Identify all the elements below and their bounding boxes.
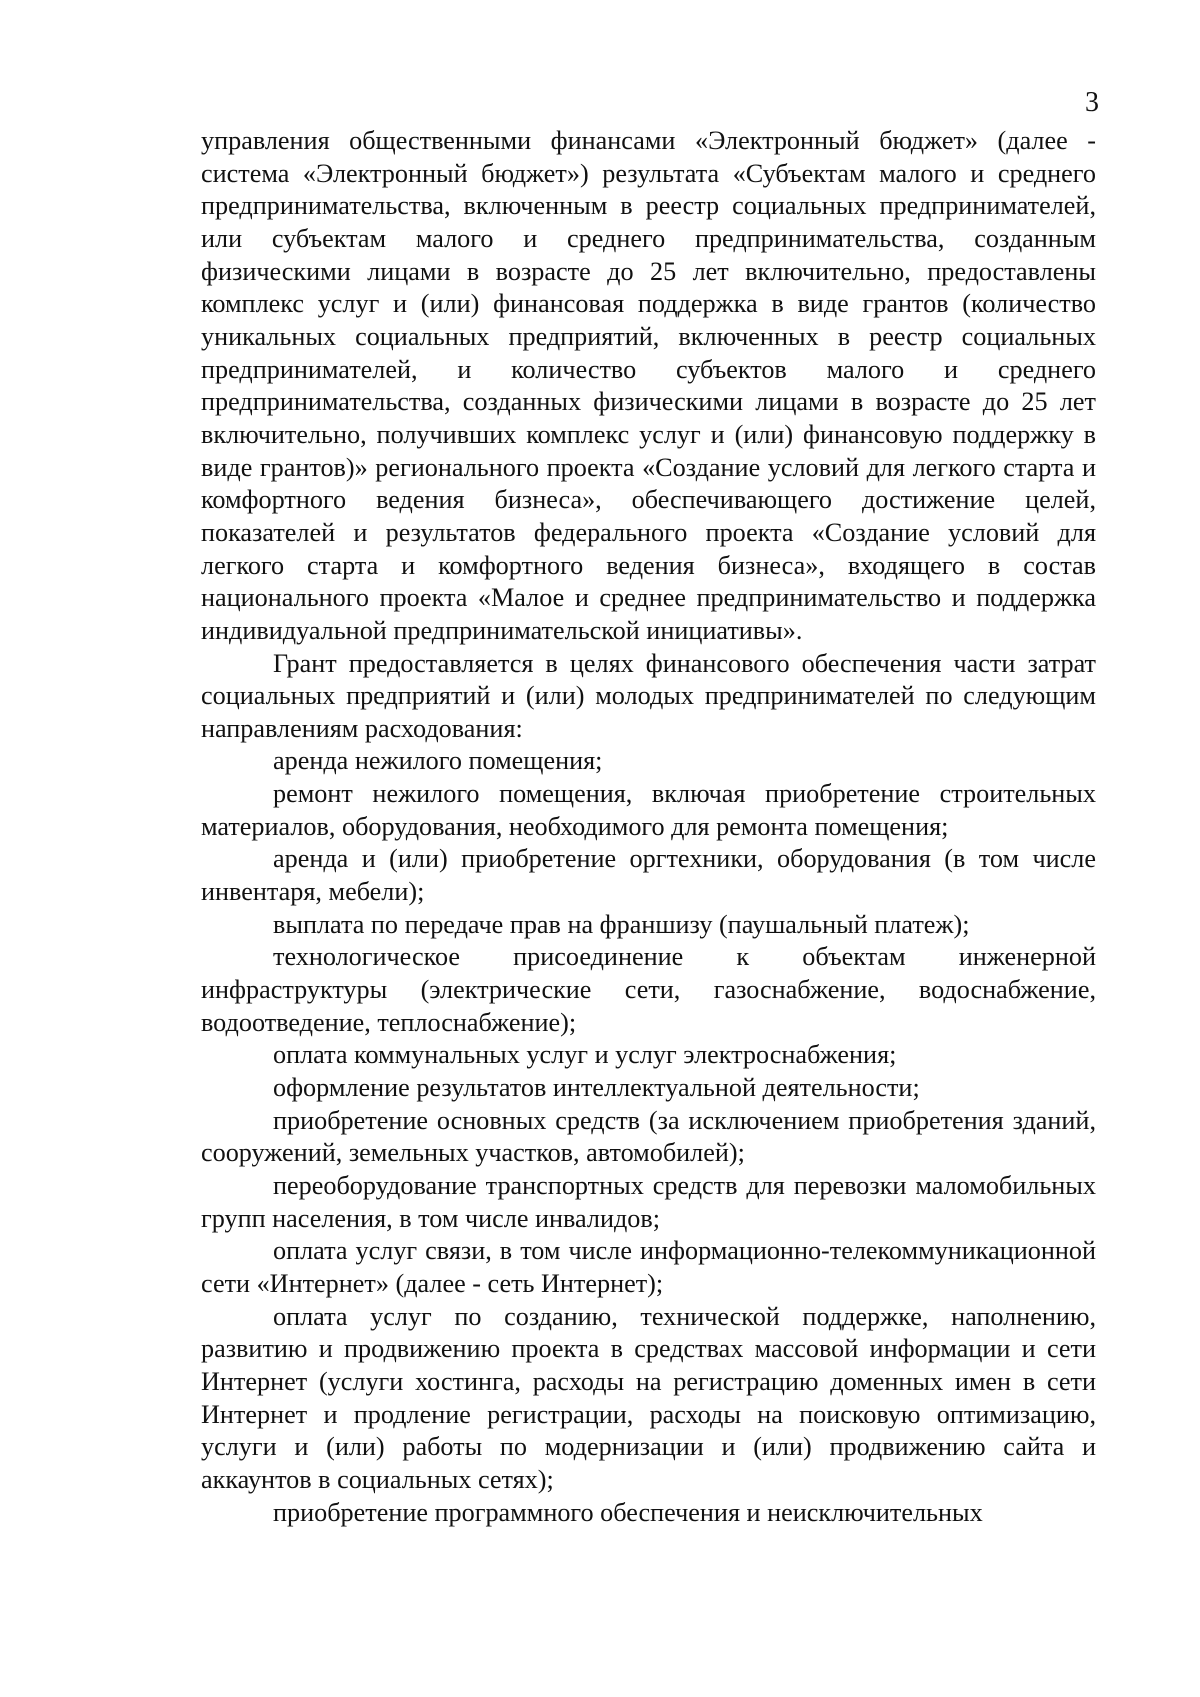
list-item: приобретение программного обеспечения и неисключительных: [273, 1497, 983, 1527]
list-item: оформление результатов интеллектуальной деятельности;: [273, 1073, 920, 1103]
list-item: оплата услуг связи, в том числе информационно-телекоммуникационной сети «Интернет» (далее - сеть Интернет);: [201, 1236, 1096, 1298]
list-item: выплата по передаче прав на франшизу (паушальный платеж);: [273, 909, 970, 939]
list-item: аренда нежилого помещения;: [273, 746, 603, 776]
paragraph-continuation: управления общественными финансами «Электронный бюджет» (далее - система «Электронный бюджет») результата «Субъектам малого и среднего предпринимательства, включенным в реестр социальных предпринимателей, или субъектам малого и среднего предпринимательства, созданным физическими лицами в возрасте до 25 лет включительно, предоставлены комплекс услуг и (или) финансовая поддержка в виде грантов (количество уникальных социальных предприятий, включенных в реестр социальных предпринимателей, и количество субъектов малого и среднего предпринимательства, созданных физическими лицами в возрасте до 25 лет включительно, получивших комплекс услуг и (или) финансовую поддержку в виде грантов)» регионального проекта «Создание условий для легкого старта и комфортного ведения бизнеса», обеспечивающего достижение целей, показателей и результатов федерального проекта «Создание условий для легкого старта и комфортного ведения бизнеса», входящего в состав национального проекта «Малое и среднее предпринимательство и поддержка индивидуальной предпринимательской инициативы».: [201, 126, 1096, 645]
document-body: [201, 125, 1096, 1529]
list-item: технологическое присоединение к объектам инженерной инфраструктуры (электрические сети, газоснабжение, водоснабжение, водоотведение, теплоснабжение);: [201, 942, 1096, 1037]
list-item: приобретение основных средств (за исключением приобретения зданий, сооружений, земельных участков, автомобилей);: [201, 1105, 1096, 1168]
page-number: 3: [1085, 87, 1099, 118]
paragraph-grant-purpose: Грант предоставляется в целях финансового обеспечения части затрат социальных предприятий и (или) молодых предпринимателей по следующим направлениям расходования:: [201, 648, 1096, 743]
list-item: оплата коммунальных услуг и услуг электроснабжения;: [273, 1040, 897, 1070]
list-item: ремонт нежилого помещения, включая приобретение строительных материалов, оборудования, необходимого для ремонта помещения;: [201, 779, 1096, 841]
list-item: переоборудование транспортных средств для перевозки маломобильных групп населения, в том числе инвалидов;: [201, 1171, 1096, 1233]
list-item: аренда и (или) приобретение оргтехники, оборудования (в том числе инвентаря, мебели);: [201, 844, 1096, 907]
list-item: оплата услуг по созданию, технической поддержке, наполнению, развитию и продвижению проекта в средствах массовой информации и сети Интернет (услуги хостинга, расходы на регистрацию доменных имен в сети Интернет и продление регистрации, расходы на поисковую оптимизацию, услуги и (или) работы по модернизации и (или) продвижению сайта и аккаунтов в социальных сетях);: [201, 1301, 1096, 1494]
